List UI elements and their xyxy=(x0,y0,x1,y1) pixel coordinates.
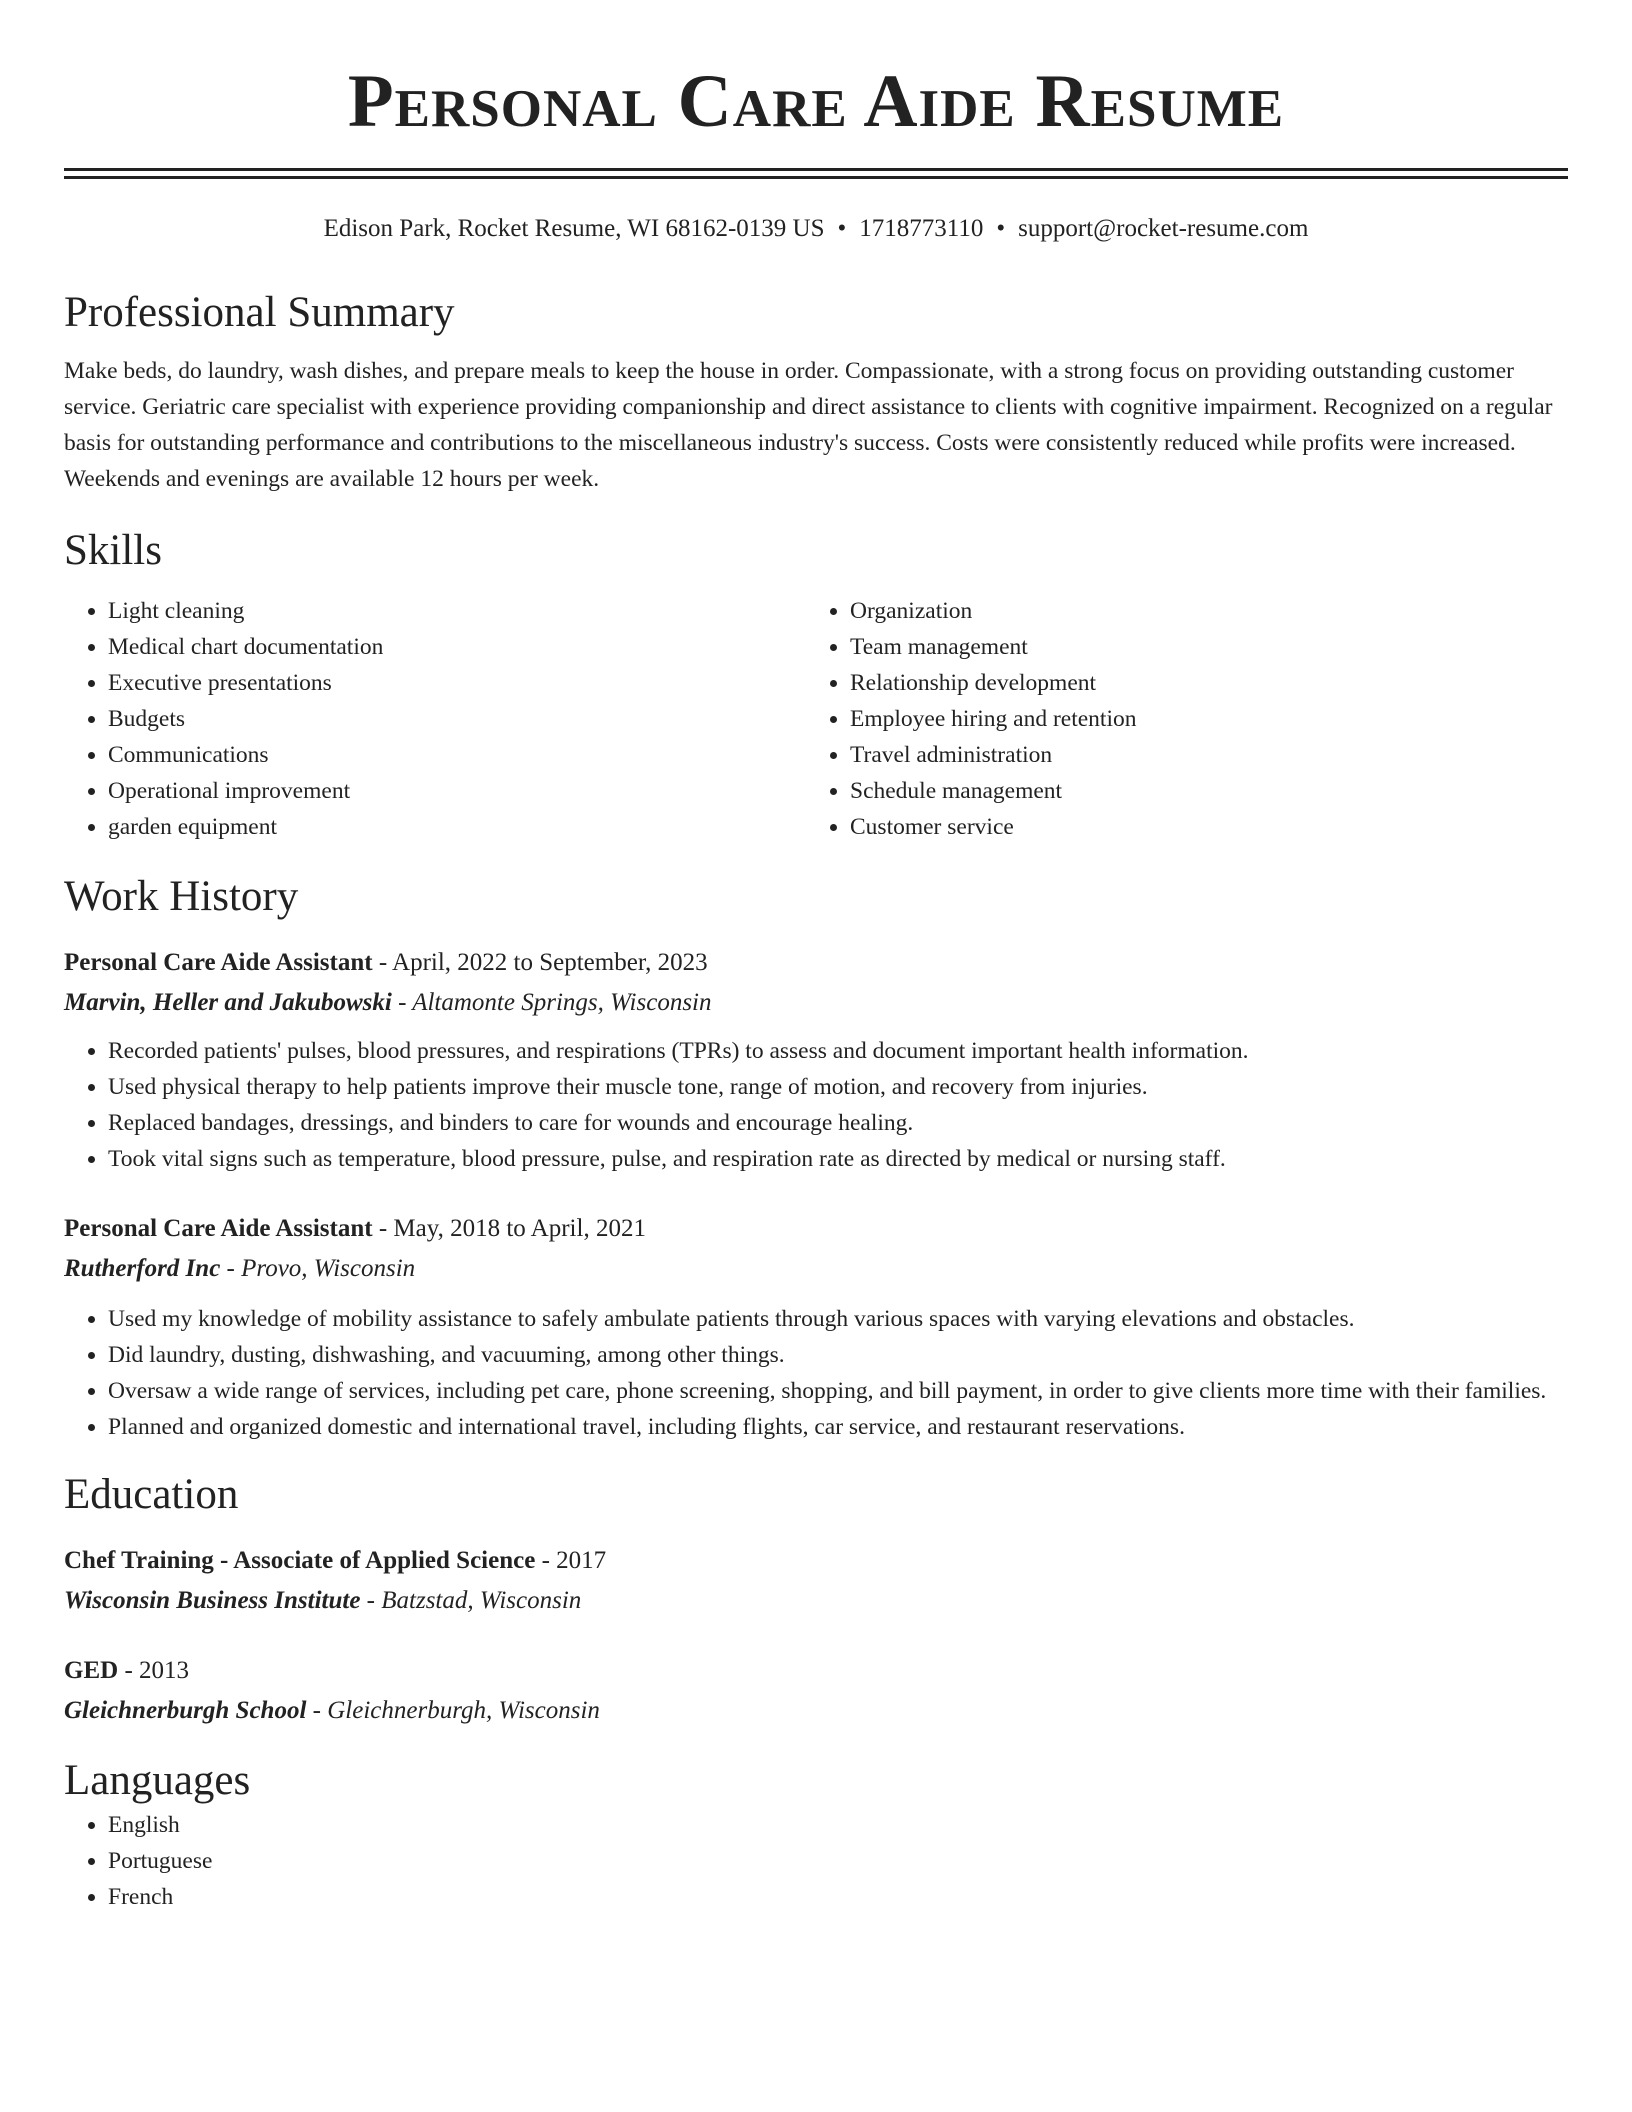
employer-location: - Provo, Wisconsin xyxy=(220,1255,416,1282)
education-entry xyxy=(64,1651,1568,1731)
skill-item: • Relationship development xyxy=(850,665,1568,701)
school-line xyxy=(64,1581,1568,1621)
job-dates: - May, 2018 to April, 2021 xyxy=(372,1215,646,1242)
contact-email: support@rocket-resume.com xyxy=(1018,215,1309,242)
job-bullet: • Recorded patients' pulses, blood pressures, and respirations (TPRs) to assess and document important health information. xyxy=(108,1033,1568,1069)
education-header xyxy=(64,1651,1568,1691)
employer-name: Marvin, Heller and Jakubowski xyxy=(64,989,392,1016)
resume-page xyxy=(64,0,1568,1915)
job-bullet: • Oversaw a wide range of services, including pet care, phone screening, shopping, and bill payment, in order to give clients more time with their families. xyxy=(108,1373,1568,1409)
skill-item: • Operational improvement xyxy=(108,773,806,809)
skill-item: • Medical chart documentation xyxy=(108,629,806,665)
education-entry xyxy=(64,1541,1568,1621)
job-bullet: • Planned and organized domestic and international travel, including flights, car service, and restaurant reservations. xyxy=(108,1409,1568,1445)
employer-line xyxy=(64,983,1568,1023)
job-title: Personal Care Aide Assistant xyxy=(64,949,373,976)
contact-separator: • xyxy=(996,215,1006,242)
graduation-year: - 2013 xyxy=(118,1657,190,1684)
education-heading: Education xyxy=(64,1471,239,1518)
skill-item: • Light cleaning xyxy=(108,593,806,629)
title-divider-thick xyxy=(64,168,1568,171)
employer-location: - Altamonte Springs, Wisconsin xyxy=(391,989,712,1016)
school-name: Wisconsin Business Institute xyxy=(64,1587,361,1614)
skill-item: • Schedule management xyxy=(850,773,1568,809)
job-bullets xyxy=(64,1033,1568,1177)
job-header xyxy=(64,1209,1568,1249)
skill-item: • Team management xyxy=(850,629,1568,665)
language-item: • Portuguese xyxy=(108,1843,1568,1879)
skill-item: • Organization xyxy=(850,593,1568,629)
skills-columns xyxy=(64,593,1568,845)
job-title: Personal Care Aide Assistant xyxy=(64,1215,373,1242)
education-header xyxy=(64,1541,1568,1581)
summary-heading: Professional Summary xyxy=(64,289,455,336)
skills-heading: Skills xyxy=(64,527,162,574)
job-bullet: • Did laundry, dusting, dishwashing, and vacuuming, among other things. xyxy=(108,1337,1568,1373)
skill-item: • Communications xyxy=(108,737,806,773)
school-line xyxy=(64,1691,1568,1731)
job-entry xyxy=(64,943,1568,1177)
work-history-heading: Work History xyxy=(64,873,299,920)
job-bullet: • Replaced bandages, dressings, and binders to care for wounds and encourage healing. xyxy=(108,1105,1568,1141)
contact-line xyxy=(64,213,1568,245)
school-location: - Batzstad, Wisconsin xyxy=(360,1587,582,1614)
school-name: Gleichnerburgh School xyxy=(64,1697,307,1724)
school-location: - Gleichnerburgh, Wisconsin xyxy=(306,1697,600,1724)
job-bullet: • Used my knowledge of mobility assistance to safely ambulate patients through various spaces with varying elevations and obstacles. xyxy=(108,1301,1568,1337)
skills-list-right xyxy=(806,593,1568,845)
degree-name: Chef Training - Associate of Applied Science xyxy=(64,1547,536,1574)
job-bullets xyxy=(64,1301,1568,1445)
employer-name: Rutherford Inc xyxy=(64,1255,221,1282)
job-dates: - April, 2022 to September, 2023 xyxy=(372,949,708,976)
title-divider-thin xyxy=(64,176,1568,179)
contact-phone: 1718773110 xyxy=(859,215,984,242)
resume-title: Personal Care Aide Resume xyxy=(347,60,1285,143)
skill-item: • garden equipment xyxy=(108,809,806,845)
degree-name: GED xyxy=(64,1657,119,1684)
skill-item: • Customer service xyxy=(850,809,1568,845)
languages-heading: Languages xyxy=(64,1757,251,1804)
skill-item: • Travel administration xyxy=(850,737,1568,773)
skills-list-left xyxy=(64,593,806,845)
job-bullet: • Took vital signs such as temperature, blood pressure, pulse, and respiration rate as directed by medical or nursing staff. xyxy=(108,1141,1568,1177)
contact-address: Edison Park, Rocket Resume, WI 68162-0139 US xyxy=(323,215,825,242)
contact-separator: • xyxy=(837,215,847,242)
skill-item: • Executive presentations xyxy=(108,665,806,701)
job-bullet: • Used physical therapy to help patients improve their muscle tone, range of motion, and recovery from injuries. xyxy=(108,1069,1568,1105)
skill-item: • Budgets xyxy=(108,701,806,737)
employer-line xyxy=(64,1249,1568,1289)
skill-item: • Employee hiring and retention xyxy=(850,701,1568,737)
graduation-year: - 2017 xyxy=(535,1547,607,1574)
summary-text: Make beds, do laundry, wash dishes, and prepare meals to keep the house in order. Compassionate, with a strong focus on providing outstanding customer service. Geriatric care specialist with experience providing companionship and direct assistance to clients with cognitive impairment. Recognized on a regular basis for outstanding performance and contributions to the miscellaneous industry's success. Costs were consistently reduced while profits were increased. Weekends and evenings are available 12 hours per week. xyxy=(64,358,1553,492)
language-item: • English xyxy=(108,1807,1568,1843)
language-item: • French xyxy=(108,1879,1568,1915)
job-header xyxy=(64,943,1568,983)
job-entry xyxy=(64,1209,1568,1445)
languages-list xyxy=(64,1807,1568,1915)
